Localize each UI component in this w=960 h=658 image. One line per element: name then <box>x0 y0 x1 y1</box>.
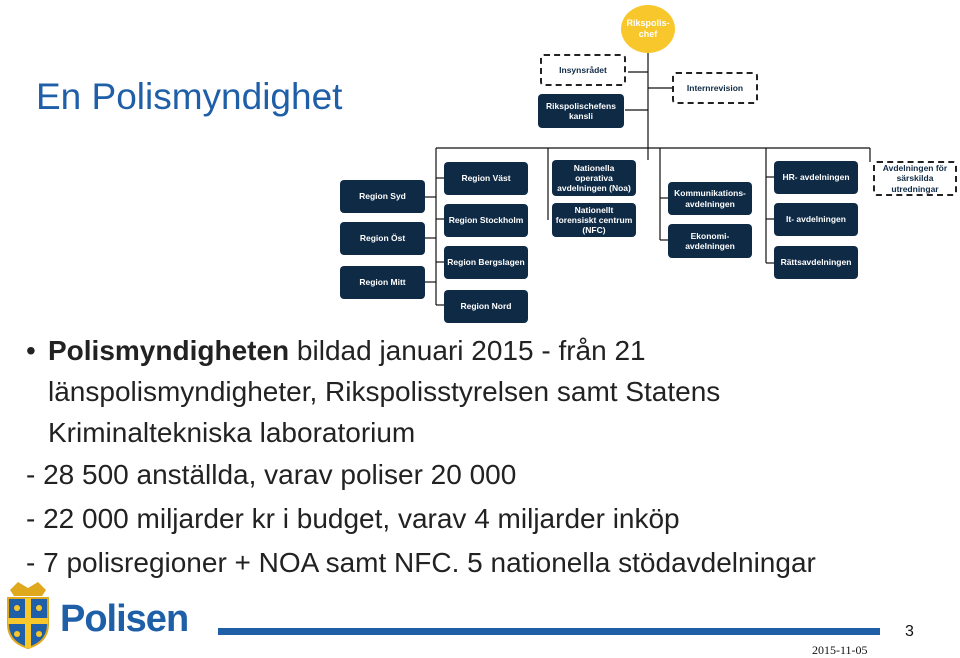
region-bergslagen-node <box>444 246 528 279</box>
region-syd-label: Region Syd <box>359 191 406 202</box>
sarskilda-label: Avdelningen för särskilda utredningar <box>882 163 948 194</box>
region-stockholm-label: Region Stockholm <box>448 215 524 226</box>
region-ost-node <box>340 222 425 255</box>
nfc-node <box>552 203 636 237</box>
internrevision-label: Internrevision <box>686 82 744 93</box>
insynsradet-node <box>540 54 626 86</box>
rikspolischef-label: Rikspolis- chef <box>626 17 670 39</box>
polisen-logo-text: Polisen <box>60 598 189 640</box>
it-node <box>774 203 858 236</box>
sarskilda-node <box>873 161 957 196</box>
bullet-line2: länspolismyndigheter, Rikspolisstyrelsen samt Statens <box>48 376 721 407</box>
hr-node <box>774 161 858 194</box>
internrevision-node <box>672 72 758 104</box>
it-label: It- avdelningen <box>786 214 846 225</box>
insynsradet-label: Insynsrådet <box>559 64 607 75</box>
ekonomi-label: Ekonomi- avdelningen <box>685 230 735 251</box>
kansli-label: Rikspolischefens kansli <box>546 100 616 121</box>
region-bergslagen-label: Region Bergslagen <box>447 257 525 268</box>
kansli-node <box>538 94 624 128</box>
footer-bar <box>218 628 880 635</box>
region-vast-node <box>444 162 528 195</box>
slide-title: En Polismyndighet <box>36 76 343 117</box>
ekonomi-node <box>668 224 752 258</box>
bullet-bold: Polismyndigheten <box>48 335 290 366</box>
noa-node <box>552 160 636 196</box>
subline-employees: - 28 500 anställda, varav poliser 20 000 <box>26 459 517 490</box>
kommunikation-label: Kommunikations- avdelningen <box>674 188 746 209</box>
ratt-node <box>774 246 858 279</box>
bullet-item <box>26 330 956 453</box>
bullet-line3: Kriminaltekniska laboratorium <box>48 417 416 448</box>
slide-body <box>26 330 956 585</box>
slide-date: 2015-11-05 <box>812 643 868 657</box>
subline-budget: - 22 000 miljarder kr i budget, varav 4 miljarder inköp <box>26 503 680 534</box>
region-nord-label: Region Nord <box>460 301 512 312</box>
region-mitt-label: Region Mitt <box>359 277 406 288</box>
region-syd-node <box>340 180 425 213</box>
hr-label: HR- avdelningen <box>782 172 850 183</box>
region-ost-label: Region Öst <box>359 233 406 244</box>
bullet-rest1: bildad januari 2015 - från 21 <box>289 335 646 366</box>
kommunikation-node <box>668 182 752 215</box>
nfc-label: Nationellt forensiskt centrum (NFC) <box>555 204 633 236</box>
bullet-dot: • <box>26 335 36 366</box>
noa-label: Nationella operativa avdelningen (Noa) <box>557 162 631 194</box>
page-number: 3 <box>905 623 914 640</box>
region-nord-node <box>444 290 528 323</box>
region-stockholm-node <box>444 204 528 237</box>
region-mitt-node <box>340 266 425 299</box>
rikspolischef-node <box>621 5 675 53</box>
region-vast-label: Region Väst <box>461 173 511 184</box>
ratt-label: Rättsavdelningen <box>780 257 852 268</box>
polisen-crest-icon <box>0 580 56 650</box>
subline-regions: - 7 polisregioner + NOA samt NFC. 5 nationella stödavdelningar <box>26 547 816 578</box>
